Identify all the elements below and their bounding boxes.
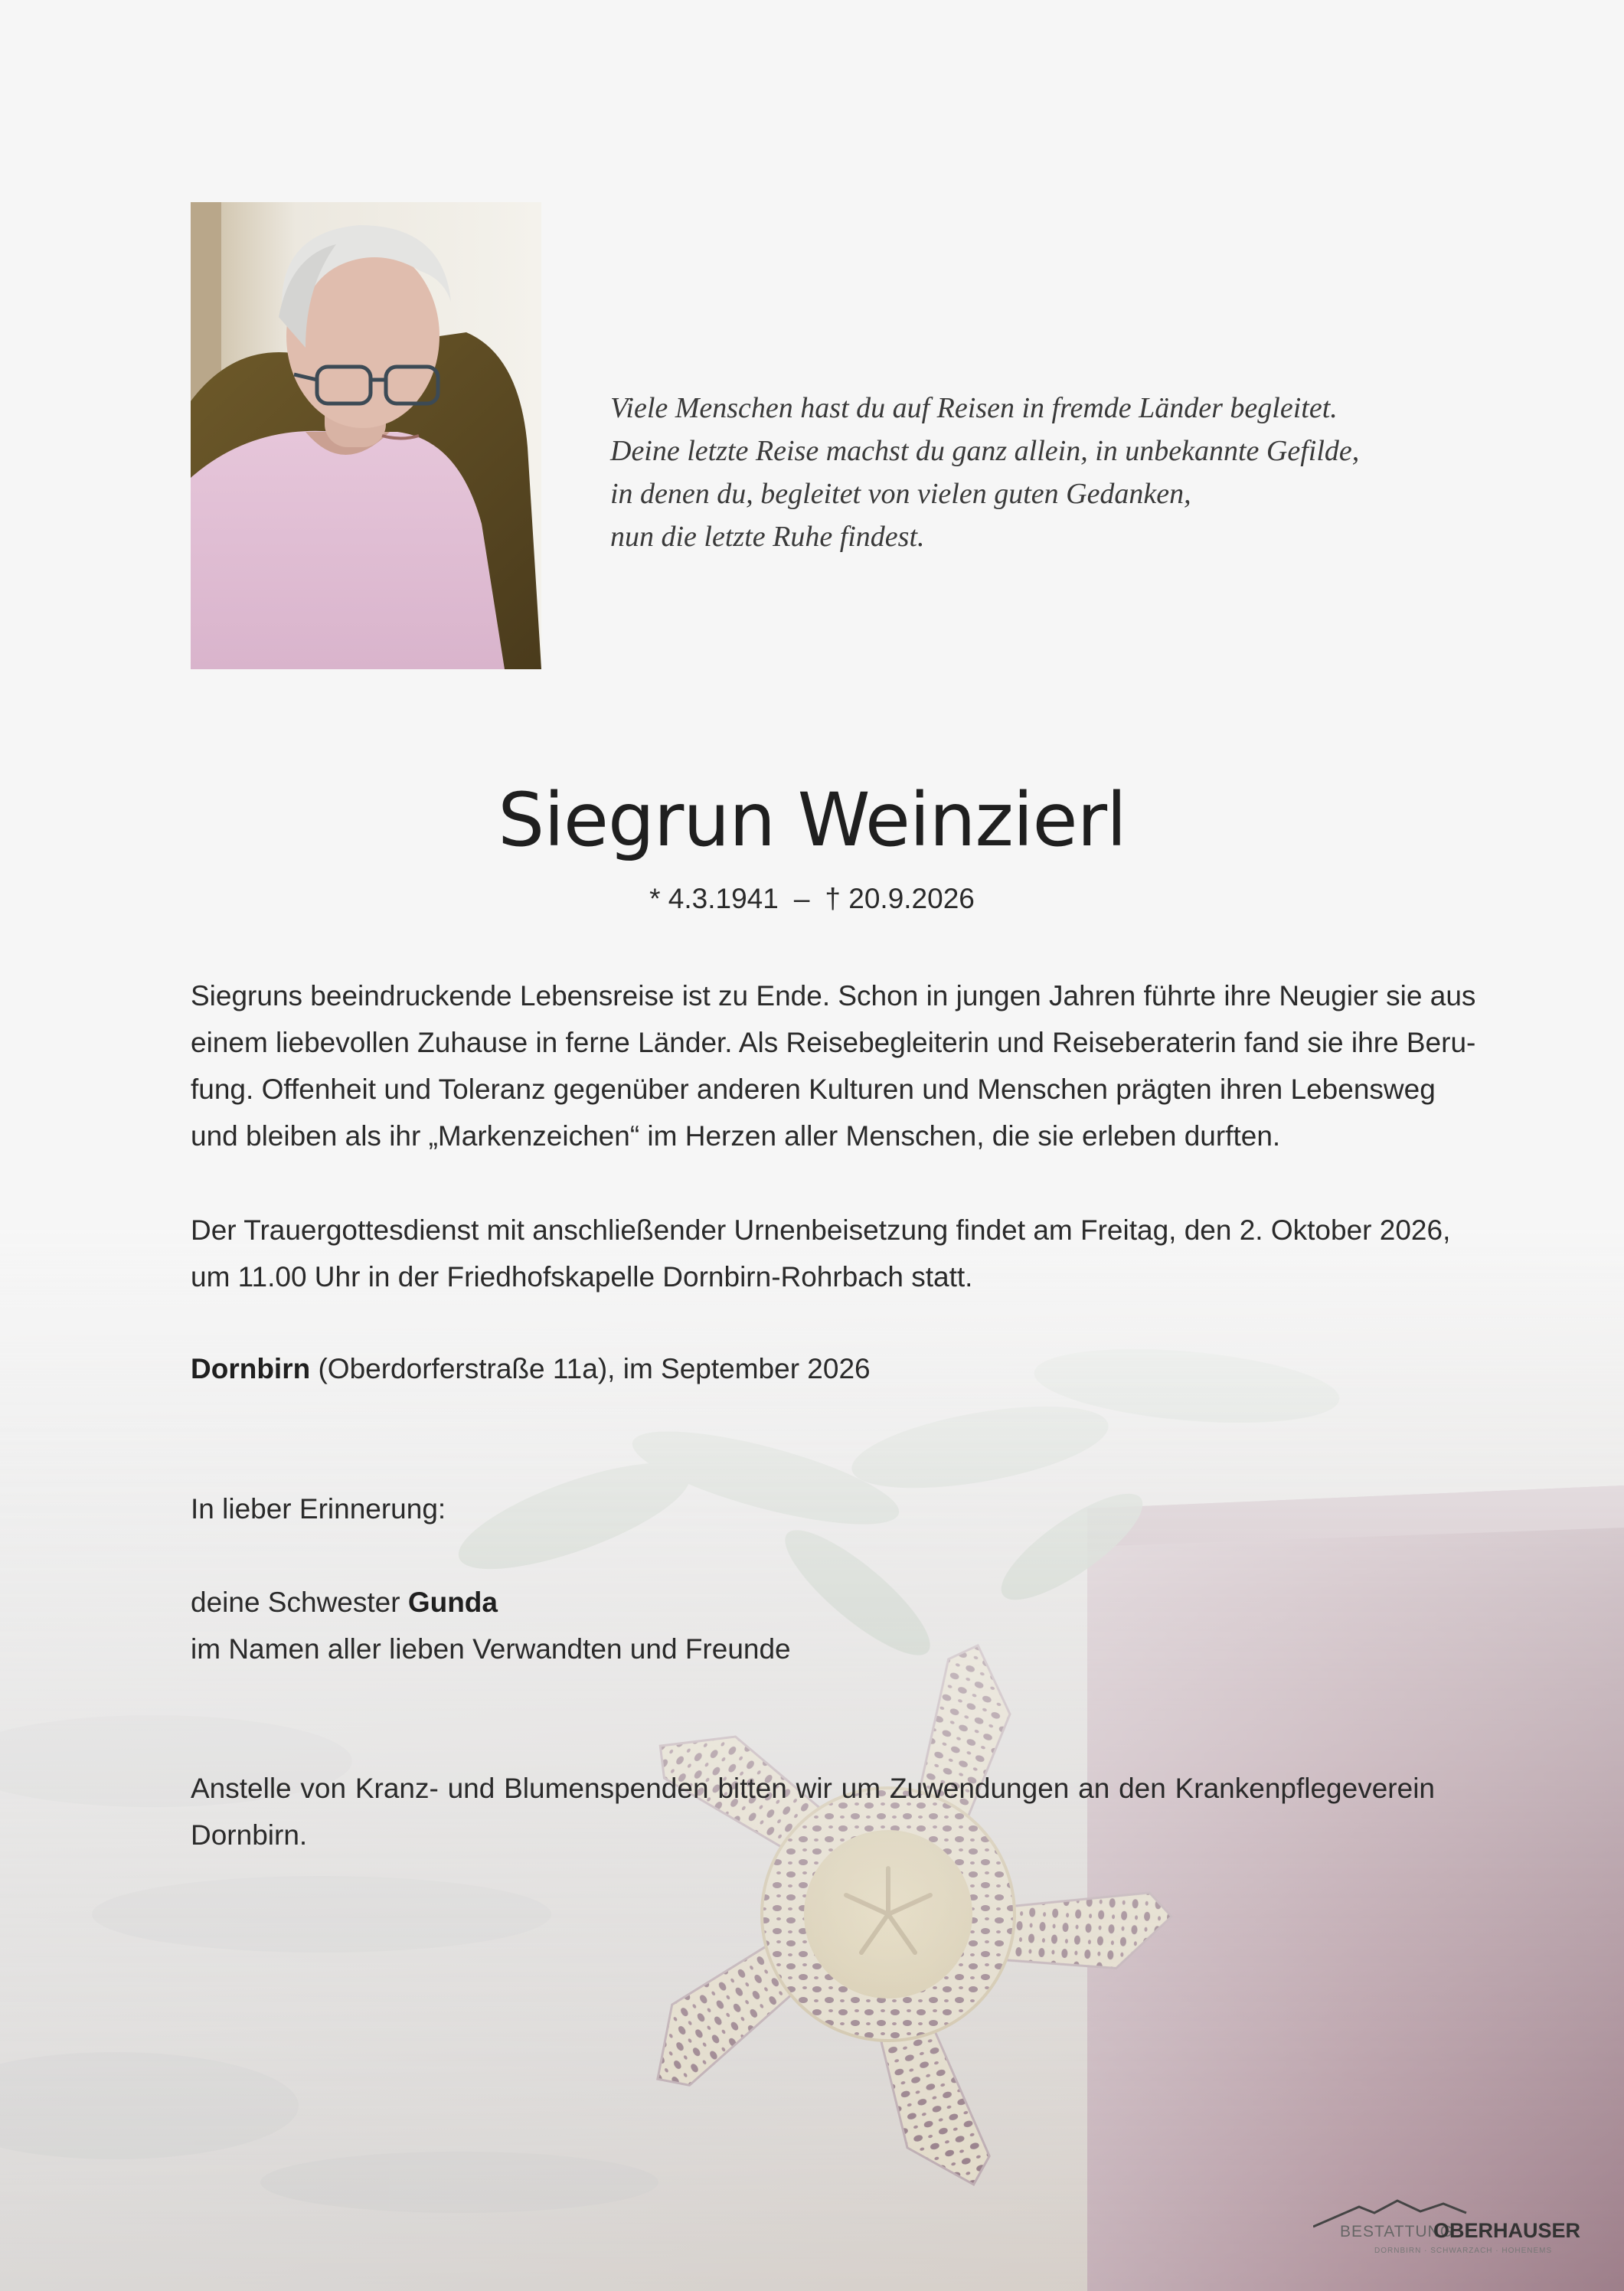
bio-line: Siegruns beeindruckende Lebensreise ist zu Ende. Schon in jungen Jahren führte ihre Neugier sie aus bbox=[191, 980, 1476, 1012]
logo-prefix: BESTATTUNG bbox=[1340, 2223, 1454, 2240]
mourners-block bbox=[191, 1579, 1435, 1672]
date-separator: – bbox=[793, 883, 810, 914]
biography-paragraph bbox=[191, 972, 1476, 1159]
donation-line: Dornbirn. bbox=[191, 1819, 308, 1851]
portrait-photo bbox=[191, 202, 541, 669]
memory-label bbox=[191, 1485, 1435, 1532]
life-dates bbox=[0, 883, 1624, 915]
donation-paragraph bbox=[191, 1765, 1435, 1858]
bio-line: einem liebevollen Zuhause in ferne Länder. Als Reisebegleiterin und Reiseberaterin fand sie ihre Beru- bbox=[191, 1027, 1476, 1058]
bio-line: und bleiben als ihr „Markenzeichen“ im Herzen aller Menschen, die sie erleben durften. bbox=[191, 1120, 1281, 1152]
donation-line: Anstelle von Kranz- und Blumenspenden bitten wir um Zuwendungen an den Krankenpflegeverein bbox=[191, 1773, 1435, 1804]
sister-name: Gunda bbox=[407, 1587, 498, 1618]
verse-line: Viele Menschen hast du auf Reisen in fremde Länder begleitet. bbox=[610, 392, 1338, 424]
service-line: Der Trauergottesdienst mit anschließender Urnenbeisetzung findet am Freitag, den 2. Oktober 2026, bbox=[191, 1214, 1451, 1246]
place-date-line bbox=[191, 1345, 1435, 1392]
verse-line: in denen du, begleitet von vielen guten Gedanken, bbox=[610, 478, 1191, 510]
place-details: (Oberdorferstraße 11a), im September 2026 bbox=[310, 1353, 871, 1384]
verse-line: nun die letzte Ruhe findest. bbox=[610, 521, 925, 553]
service-line: um 11.00 Uhr in der Friedhofskapelle Dornbirn-Rohrbach statt. bbox=[191, 1261, 973, 1293]
place-city: Dornbirn bbox=[191, 1353, 311, 1384]
deceased-name: Siegrun Weinzierl bbox=[498, 777, 1126, 863]
verse-block bbox=[610, 387, 1529, 558]
memory-label-text: In lieber Erinnerung: bbox=[191, 1493, 446, 1525]
service-paragraph bbox=[191, 1207, 1451, 1300]
logo-name: OBERHAUSER bbox=[1433, 2219, 1581, 2242]
death-date: † 20.9.2026 bbox=[825, 883, 975, 914]
sister-prefix: deine Schwester bbox=[191, 1587, 408, 1618]
verse-line: Deine letzte Reise machst du ganz allein, in unbekannte Gefilde, bbox=[610, 435, 1360, 467]
birth-date: * 4.3.1941 bbox=[649, 883, 779, 914]
bio-line: fung. Offenheit und Toleranz gegenüber anderen Kulturen und Menschen prägten ihren Lebensweg bbox=[191, 1074, 1436, 1105]
funeral-home-logo bbox=[1313, 2198, 1581, 2266]
family-line: im Namen aller lieben Verwandten und Freunde bbox=[191, 1633, 791, 1665]
logo-subtitle: DORNBIRN · SCHWARZACH · HOHENEMS bbox=[1374, 2247, 1553, 2255]
